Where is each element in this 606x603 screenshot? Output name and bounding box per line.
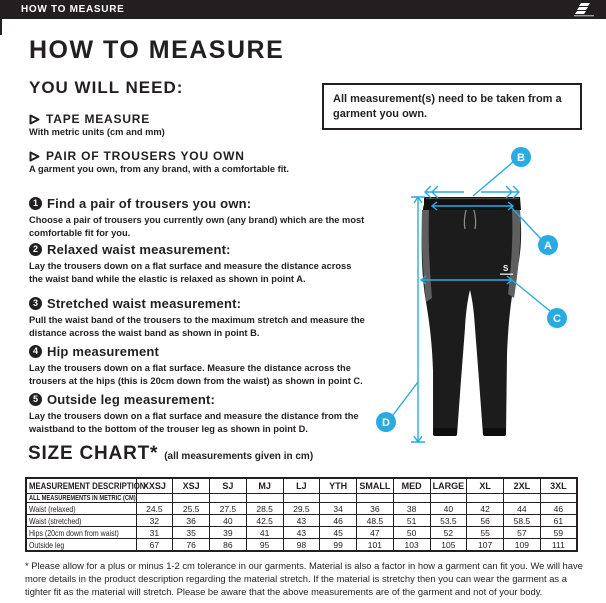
step-number-badge: 1 (29, 197, 42, 210)
measurement-value: 105 (430, 539, 467, 552)
size-chart-heading: SIZE CHART* (28, 443, 159, 464)
step-heading: Hip measurement (47, 344, 160, 359)
empty-cell (283, 494, 320, 503)
column-header-2xl: 2XL (504, 478, 541, 494)
page-title: HOW TO MEASURE (29, 36, 285, 64)
column-header-mj: MJ (246, 478, 283, 494)
empty-cell (136, 494, 173, 503)
column-header-description: MEASUREMENT DESCRIPTION (26, 478, 136, 494)
column-header-lj: LJ (283, 478, 320, 494)
step-4 (29, 344, 365, 388)
step-number-badge: 3 (29, 297, 42, 310)
empty-cell (540, 494, 577, 503)
empty-cell (320, 494, 357, 503)
need-item-tape-measure (29, 112, 329, 137)
metric-note-cell: ALL MEASUREMENTS IN METRIC (CM) (26, 494, 136, 503)
brand-logo-icon (570, 2, 596, 17)
empty-cell (246, 494, 283, 503)
step-number-badge: 5 (29, 393, 42, 406)
measurement-value: 111 (540, 539, 577, 552)
measurement-value: 56 (467, 515, 504, 527)
measurement-value: 29.5 (283, 503, 320, 515)
measurement-value: 86 (210, 539, 247, 552)
empty-cell (467, 494, 504, 503)
measurement-value: 55 (467, 527, 504, 539)
measurement-value: 40 (210, 515, 247, 527)
measurement-value: 48.5 (357, 515, 394, 527)
metric-note-row (26, 494, 577, 503)
step-1 (29, 196, 365, 240)
measurement-value: 50 (393, 527, 430, 539)
footnote: * Please allow for a plus or minus 1-2 cm tolerance in our garments. Material is also a factor in how a garment can fit you. We will have more details in the product description regarding the material stretch. If the material is stretchy then you can wear the garment as a tighter fit as the material will stretch. Please be aware that the above measurements are of the garment and not of your body. (25, 560, 583, 598)
column-header-xl: XL (467, 478, 504, 494)
measurement-value: 99 (320, 539, 357, 552)
measurement-value: 42.5 (246, 515, 283, 527)
measurement-value: 95 (246, 539, 283, 552)
measurement-value: 28.5 (246, 503, 283, 515)
size-chart-title (28, 443, 313, 465)
svg-text:S: S (503, 264, 509, 273)
trousers-measure-diagram (360, 130, 606, 475)
column-header-3xl: 3XL (540, 478, 577, 494)
step-description: Choose a pair of trousers you currently own (any brand) which are the most comfortable fit for you. (29, 215, 365, 239)
size-chart-row (26, 503, 577, 515)
measurement-value: 32 (136, 515, 173, 527)
column-header-large: LARGE (430, 478, 467, 494)
measurement-value: 98 (283, 539, 320, 552)
measurement-value: 36 (173, 515, 210, 527)
measurement-value: 61 (540, 515, 577, 527)
empty-cell (504, 494, 541, 503)
empty-cell (357, 494, 394, 503)
measurement-value: 31 (136, 527, 173, 539)
step-heading: Outside leg measurement: (47, 392, 216, 407)
measurement-value: 34 (320, 503, 357, 515)
measurement-value: 101 (357, 539, 394, 552)
need-item-trousers (29, 149, 329, 174)
notice-box: All measurement(s) need to be taken from a garment you own. (322, 83, 582, 130)
measurement-value: 39 (210, 527, 247, 539)
measurement-value: 76 (173, 539, 210, 552)
size-chart-header-row (26, 478, 577, 494)
measurement-value: 42 (467, 503, 504, 515)
trousers-image (422, 197, 521, 436)
step-heading: Stretched waist measurement: (47, 296, 242, 311)
step-5 (29, 392, 365, 436)
column-header-yth: YTH (320, 478, 357, 494)
size-chart-head (26, 478, 577, 494)
empty-cell (210, 494, 247, 503)
need-item-description: With metric units (cm and mm) (29, 127, 165, 137)
measurement-value: 43 (283, 515, 320, 527)
point-b-label: B (517, 152, 525, 164)
step-description: Lay the trousers down on a flat surface. Measure the distance across the trousers at the hips (this is 20cm down from the waist) as shown in point C. (29, 363, 363, 387)
triangle-bullet-icon (29, 151, 40, 162)
row-label: Outside leg (26, 539, 136, 552)
column-header-xsj: XSJ (173, 478, 210, 494)
step-number-badge: 2 (29, 243, 42, 256)
column-header-med: MED (393, 478, 430, 494)
measurement-value: 47 (357, 527, 394, 539)
triangle-bullet-icon (29, 114, 40, 125)
measurement-value: 45 (320, 527, 357, 539)
measurement-value: 107 (467, 539, 504, 552)
page-edge-mark (0, 19, 2, 35)
measurement-value: 58.5 (504, 515, 541, 527)
step-number-badge: 4 (29, 345, 42, 358)
measurement-value: 59 (540, 527, 577, 539)
size-chart-table (25, 477, 578, 552)
need-item-description: A garment you own, from any brand, with a comfortable fit. (29, 164, 289, 174)
measurement-value: 53.5 (430, 515, 467, 527)
measurement-value: 38 (393, 503, 430, 515)
step-3 (29, 296, 365, 340)
measurement-value: 40 (430, 503, 467, 515)
measurement-value: 46 (320, 515, 357, 527)
measurement-value: 67 (136, 539, 173, 552)
measurement-value: 51 (393, 515, 430, 527)
measurement-value: 27.5 (210, 503, 247, 515)
size-chart-row (26, 539, 577, 552)
size-chart-body (26, 494, 577, 552)
step-description: Pull the waist band of the trousers to the maximum stretch and measure the distance across the waist band as shown in point B. (29, 315, 365, 339)
top-bar (0, 0, 606, 19)
measurement-value: 103 (393, 539, 430, 552)
measurement-value: 52 (430, 527, 467, 539)
measurement-value: 57 (504, 527, 541, 539)
step-heading: Find a pair of trousers you own: (47, 196, 252, 211)
point-d-label: D (382, 417, 390, 429)
empty-cell (173, 494, 210, 503)
empty-cell (393, 494, 430, 503)
top-bar-title: HOW TO MEASURE (21, 4, 125, 15)
size-chart-row (26, 515, 577, 527)
need-item-label: TAPE MEASURE (46, 112, 151, 126)
size-chart-subheading: (all measurements given in cm) (164, 451, 314, 462)
measurement-value: 25.5 (173, 503, 210, 515)
step-2 (29, 242, 365, 286)
need-item-label: PAIR OF TROUSERS YOU OWN (46, 149, 245, 163)
measurement-value: 36 (357, 503, 394, 515)
row-label: Hips (20cm down from waist) (26, 527, 136, 539)
measurement-value: 35 (173, 527, 210, 539)
row-label: Waist (stretched) (26, 515, 136, 527)
step-description: Lay the trousers down on a flat surface and measure the distance across the waist band while the elastic is relaxed as shown in point A. (29, 261, 352, 285)
measurement-value: 44 (504, 503, 541, 515)
measurement-value: 43 (283, 527, 320, 539)
step-description: Lay the trousers down on a flat surface and measure the distance from the waistband to the bottom of the trouser leg as shown in point D. (29, 411, 359, 435)
point-c-label: C (553, 313, 561, 325)
measurement-value: 24.5 (136, 503, 173, 515)
measurement-value: 41 (246, 527, 283, 539)
row-label: Waist (relaxed) (26, 503, 136, 515)
measurement-value: 109 (504, 539, 541, 552)
you-will-need-heading: YOU WILL NEED: (29, 78, 184, 97)
column-header-sj: SJ (210, 478, 247, 494)
size-chart-row (26, 527, 577, 539)
column-header-small: SMALL (357, 478, 394, 494)
point-a-label: A (544, 240, 552, 252)
column-header-xxsj: XXSJ (136, 478, 173, 494)
empty-cell (430, 494, 467, 503)
step-heading: Relaxed waist measurement: (47, 242, 231, 257)
measurement-value: 46 (540, 503, 577, 515)
